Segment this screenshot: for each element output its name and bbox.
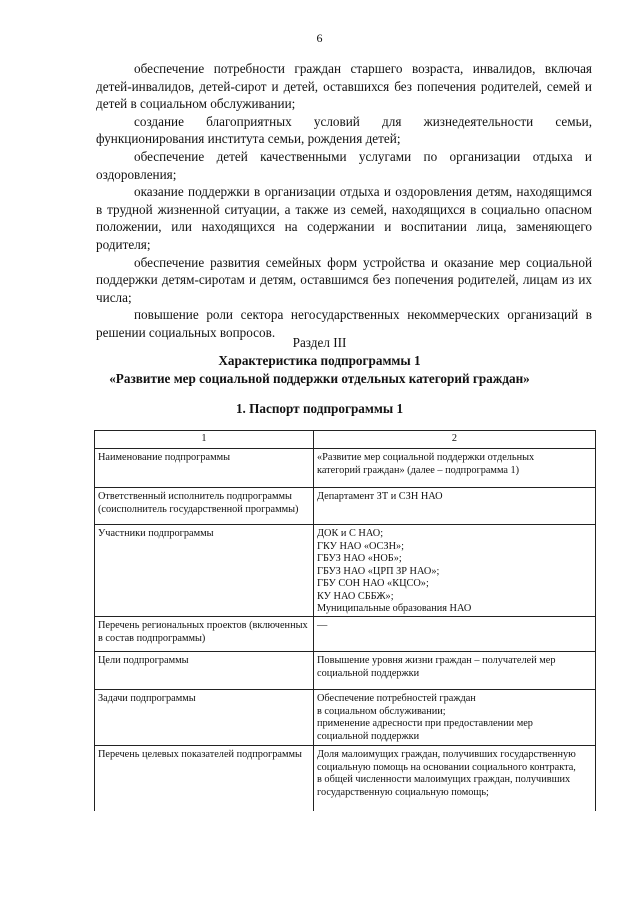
value-line: социальной поддержки: [317, 667, 420, 679]
row-value: [314, 690, 596, 746]
column-header: 2: [314, 431, 596, 449]
table-row: [95, 488, 596, 525]
row-label: Перечень целевых показателей подпрограммы: [95, 746, 314, 812]
section-title-line: Характеристика подпрограммы 1: [218, 353, 421, 368]
section-title-line: «Развитие мер социальной поддержки отдельных категорий граждан»: [109, 370, 530, 386]
body-text: [96, 60, 592, 342]
row-label: Ответственный исполнитель подпрограммы (соисполнитель государственной программы): [95, 488, 314, 525]
value-line: Департамент ЗТ и СЗН НАО: [317, 491, 443, 502]
row-value: [314, 449, 596, 488]
table-row: [95, 652, 596, 690]
row-value: [314, 525, 596, 617]
page-number: 6: [316, 31, 323, 45]
row-value: [314, 488, 596, 525]
value-line: ГКУ НАО «ОСЗН»;: [317, 540, 405, 552]
value-line: ДОК и С НАО;: [317, 528, 384, 539]
paragraph: оказание поддержки в организации отдыха и оздоровления детям, находящимся в трудной жизненной ситуации, а также из семей, находящихся в социально опасном положении, или находящихся на содержании и воспитании лица, заменяющего родителя;: [96, 184, 592, 252]
value-line: Муниципальные образования НАО: [317, 603, 472, 614]
row-label: Наименование подпрограммы: [95, 449, 314, 488]
table-header-row: [95, 431, 596, 449]
row-value: [314, 652, 596, 690]
row-label: Цели подпрограммы: [95, 652, 314, 690]
value-line: «Развитие мер социальной поддержки отдельных: [317, 452, 535, 463]
value-line: в социальном обслуживании;: [317, 705, 446, 717]
value-line: Обеспечение потребностей граждан: [317, 693, 476, 704]
section-title: [0, 352, 639, 387]
passport-table: [94, 430, 596, 811]
row-label: Участники подпрограммы: [95, 525, 314, 617]
table-row: [95, 746, 596, 812]
section-label: Раздел III: [292, 335, 347, 350]
value-line: ГБУЗ НАО «ЦРП ЗР НАО»;: [317, 565, 440, 577]
value-line: —: [317, 620, 328, 631]
paragraph: обеспечение развития семейных форм устройства и оказание мер социальной поддержки детям-сиротам и детям, оставшимся без попечения родителей, лицам из их числа;: [96, 254, 592, 305]
value-line: в общей численности малоимущих граждан, получивших: [317, 774, 571, 785]
value-line: ГБУ СОН НАО «КЦСО»;: [317, 578, 429, 589]
value-line: категорий граждан» (далее – подпрограмма 1): [317, 464, 520, 476]
value-line: КУ НАО СББЖ»;: [317, 590, 394, 602]
table-row: [95, 449, 596, 488]
value-line: Доля малоимущих граждан, получивших государственную: [317, 749, 576, 760]
paragraph: создание благоприятных условий для жизнедеятельности семьи, функционирования института семьи, рождения детей;: [96, 113, 592, 147]
value-line: государственную социальную помощь;: [317, 786, 489, 798]
row-value: [314, 746, 596, 812]
passport-title: 1. Паспорт подпрограммы 1: [235, 401, 404, 416]
row-value: [314, 617, 596, 652]
table-row: [95, 525, 596, 617]
paragraph: повышение роли сектора негосударственных некоммерческих организаций в решении социальных вопросов.: [96, 307, 592, 340]
value-line: социальную помощь на основании социального контракта,: [317, 761, 576, 773]
row-label: Перечень региональных проектов (включенных в состав подпрограммы): [95, 617, 314, 652]
row-label: Задачи подпрограммы: [95, 690, 314, 746]
value-line: ГБУЗ НАО «НОБ»;: [317, 553, 402, 564]
paragraph: обеспечение потребности граждан старшего возраста, инвалидов, включая детей-инвалидов, детей-сирот и детей, оставшихся без попечения родителей, семей и детей в социальном обслуживании;: [96, 61, 592, 112]
table-row: [95, 617, 596, 652]
column-header: 1: [95, 431, 314, 449]
value-line: Повышение уровня жизни граждан – получателей мер: [317, 655, 556, 666]
table-row: [95, 690, 596, 746]
value-line: применение адресности при предоставлении мер: [317, 718, 533, 729]
paragraph: обеспечение детей качественными услугами по организации отдыха и оздоровления;: [96, 148, 592, 182]
value-line: социальной поддержки: [317, 730, 420, 742]
